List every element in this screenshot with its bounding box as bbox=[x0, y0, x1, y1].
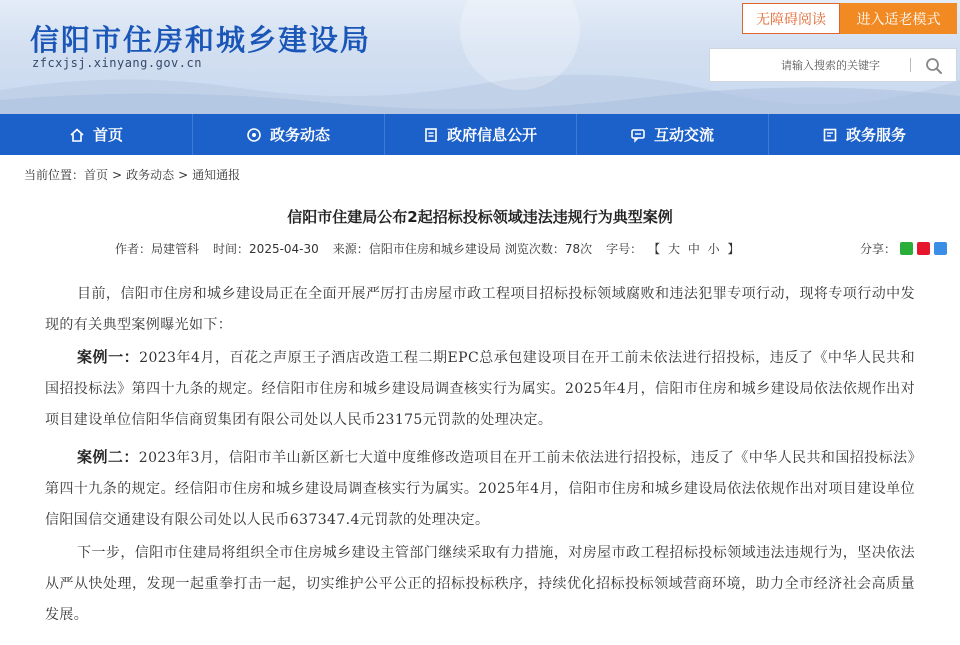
share-label: 分享： bbox=[860, 242, 897, 256]
author-label: 作者： bbox=[115, 242, 152, 256]
news-icon bbox=[246, 127, 262, 143]
fontsize-label: 字号： bbox=[606, 242, 643, 256]
case1-label: 案例一： bbox=[77, 348, 140, 366]
document-icon bbox=[423, 127, 439, 143]
source-label: 来源： bbox=[332, 242, 369, 256]
search-box bbox=[709, 48, 957, 82]
case1-text: 2023年4月，百花之声原王子酒店改造工程二期EPC总承包建设项目在开工前未依法进行招投标，违反了《中华人民共和国招投标法》第四十九条的规定。经信阳市住房和城乡建设局调查核实行为属实。2025年4月，信阳市住房和城乡建设局依法依规作出对项目建设单位信阳华信商贸集团有限公司处以人民币23175元罚款的处理决定。 bbox=[45, 350, 915, 428]
breadcrumb-separator: > bbox=[178, 167, 189, 182]
qq-share-icon[interactable] bbox=[934, 242, 947, 255]
nav-item-gov-info[interactable] bbox=[384, 114, 576, 155]
article-paragraph-intro: 目前，信阳市住房和城乡建设局正在全面开展严厉打击房屋市政工程项目招标投标领域腐败和违法犯罪专项行动，现将专项行动中发现的有关典型案例曝光如下： bbox=[45, 286, 915, 333]
breadcrumb-news[interactable]: 政务动态 bbox=[126, 168, 175, 182]
case2-label: 案例二： bbox=[77, 448, 139, 466]
weibo-share-icon[interactable] bbox=[917, 242, 930, 255]
fontsize-bracket-open: 【 bbox=[648, 242, 661, 256]
time-label: 时间： bbox=[213, 242, 250, 256]
fontsize-switcher bbox=[646, 240, 741, 257]
nav-item-news[interactable] bbox=[192, 114, 384, 155]
breadcrumb-separator: > bbox=[112, 167, 123, 182]
fontsize-large-link[interactable]: 大 bbox=[667, 242, 680, 256]
article-paragraph-case1 bbox=[45, 342, 915, 436]
search-input[interactable] bbox=[710, 49, 906, 81]
breadcrumb-prefix: 当前位置： bbox=[24, 168, 85, 182]
nav-item-label: 政务服务 bbox=[845, 126, 906, 144]
fontsize-medium-link[interactable]: 中 bbox=[687, 242, 700, 256]
search-icon[interactable] bbox=[924, 56, 944, 76]
nav-item-label: 首页 bbox=[92, 126, 123, 144]
nav-item-label: 政府信息公开 bbox=[446, 126, 537, 144]
site-header bbox=[0, 0, 960, 114]
views-label: 浏览次数： bbox=[504, 242, 565, 256]
views-value: 78次 bbox=[564, 242, 593, 256]
article-meta bbox=[115, 240, 742, 257]
home-icon bbox=[69, 127, 85, 143]
accessible-reading-button[interactable]: 无障碍阅读 bbox=[742, 3, 840, 34]
article-paragraph-case2 bbox=[45, 442, 915, 536]
case2-text: 2023年3月，信阳市羊山新区新七大道中度维修改造项目在开工前未依法进行招投标，违反了《中华人民共和国招投标法》第四十九条的规定。经信阳市住房和城乡建设局调查核实行为属实。2025年4月，信阳市住房和城乡建设局依法依规作出对项目建设单位信阳国信交通建设有限公司处以人民币637347.4元罚款的处理决定。 bbox=[45, 450, 915, 528]
site-title[interactable]: 信阳市住房和城乡建设局 bbox=[30, 23, 372, 57]
source-value: 信阳市住房和城乡建设局 bbox=[368, 242, 501, 256]
breadcrumb bbox=[24, 166, 240, 183]
main-nav bbox=[0, 114, 960, 155]
nav-item-label: 互动交流 bbox=[653, 126, 714, 144]
breadcrumb-home[interactable]: 首页 bbox=[84, 168, 109, 182]
breadcrumb-notices[interactable]: 通知通报 bbox=[192, 168, 241, 182]
fontsize-bracket-close: 】 bbox=[727, 242, 740, 256]
nav-item-interaction[interactable] bbox=[576, 114, 768, 155]
share-bar bbox=[860, 240, 947, 257]
elder-mode-button[interactable]: 进入适老模式 bbox=[840, 3, 957, 34]
wechat-share-icon[interactable] bbox=[900, 242, 913, 255]
search-divider bbox=[910, 58, 911, 72]
nav-item-home[interactable] bbox=[0, 114, 192, 155]
article-title: 信阳市住建局公布2起招标投标领域违法违规行为典型案例 bbox=[287, 208, 673, 226]
nav-item-label: 政务动态 bbox=[269, 126, 330, 144]
author-value: 局建管科 bbox=[151, 242, 200, 256]
time-value: 2025-04-30 bbox=[249, 241, 319, 256]
nav-item-services[interactable] bbox=[768, 114, 960, 155]
article-paragraph-closing: 下一步，信阳市住建局将组织全市住房城乡建设主管部门继续采取有力措施，对房屋市政工程招标投标领域违法违规行为，坚决依法从严从快处理，发现一起重拳打击一起，切实维护公平公正的招标投标秩序，持续优化招标投标领域营商环境，助力全市经济社会高质量发展。 bbox=[45, 545, 915, 623]
fontsize-small-link[interactable]: 小 bbox=[707, 242, 720, 256]
site-domain: zfcxjsj.xinyang.gov.cn bbox=[32, 56, 202, 70]
chat-icon bbox=[630, 127, 646, 143]
service-icon bbox=[822, 127, 838, 143]
